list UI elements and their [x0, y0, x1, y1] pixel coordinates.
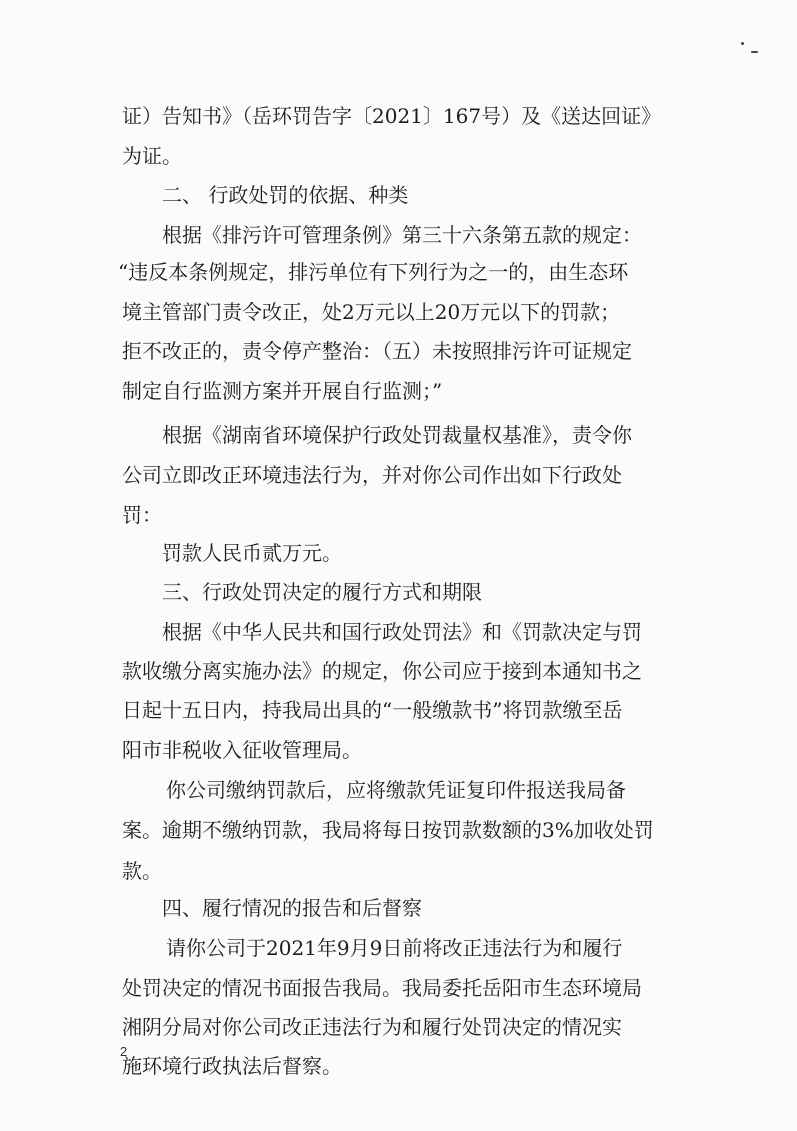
text-line: 为证。 [122, 144, 182, 168]
text-line: 公司立即改正环境违法行为，并对你公司作出如下行政处 [122, 463, 622, 487]
section-heading: 三、行政处罚决定的履行方式和期限 [162, 580, 482, 604]
text-line: 款。 [122, 859, 162, 883]
page-number: 2 [120, 1044, 128, 1059]
text-line: 境主管部门责令改正，处2万元以上20万元以下的罚款； [122, 300, 621, 324]
text-line: 湘阴分局对你公司改正违法行为和履行处罚决定的情况实 [122, 1015, 622, 1039]
text-line: 根据《排污许可管理条例》第三十六条第五款的规定： [162, 223, 642, 247]
text-line: 拒不改正的，责令停产整治：（五）未按照排污许可证规定 [122, 339, 632, 363]
text-line: 制定自行监测方案并开展自行监测；” [122, 379, 443, 403]
section-heading: 二、 行政处罚的依据、种类 [162, 183, 409, 207]
text-line: 日起十五日内，持我局出具的“一般缴款书”将罚款缴至岳 [122, 698, 623, 722]
text-line: 根据《中华人民共和国行政处罚法》和《罚款决定与罚 [162, 620, 642, 644]
text-line: 阳市非税收入征收管理局。 [122, 738, 362, 762]
text-line: 罚款人民币贰万元。 [162, 541, 342, 565]
text-line: 请你公司于2021年9月9日前将改正违法行为和履行 [166, 936, 623, 960]
text-line: 罚： [122, 503, 162, 527]
scan-speck [741, 42, 744, 45]
text-line: 根据《湖南省环境保护行政处罚裁量权基准》，责令你 [162, 423, 632, 447]
text-line: 款收缴分离实施办法》的规定，你公司应于接到本通知书之 [122, 659, 642, 683]
section-heading: 四、履行情况的报告和后督察 [162, 896, 422, 920]
text-line: 案。逾期不缴纳罚款，我局将每日按罚款数额的3%加收处罚 [122, 818, 654, 842]
text-line: 处罚决定的情况书面报告我局。我局委托岳阳市生态环境局 [122, 976, 642, 1000]
text-line: 施环境行政执法后督察。 [122, 1054, 342, 1078]
text-line: 你公司缴纳罚款后，应将缴款凭证复印件报送我局备 [166, 778, 626, 802]
text-line: “违反本条例规定，排污单位有下列行为之一的，由生态环 [118, 260, 629, 284]
text-line: 证）告知书》（岳环罚告字〔2021〕167号）及《送达回证》 [122, 104, 662, 128]
scan-speck [751, 51, 758, 53]
